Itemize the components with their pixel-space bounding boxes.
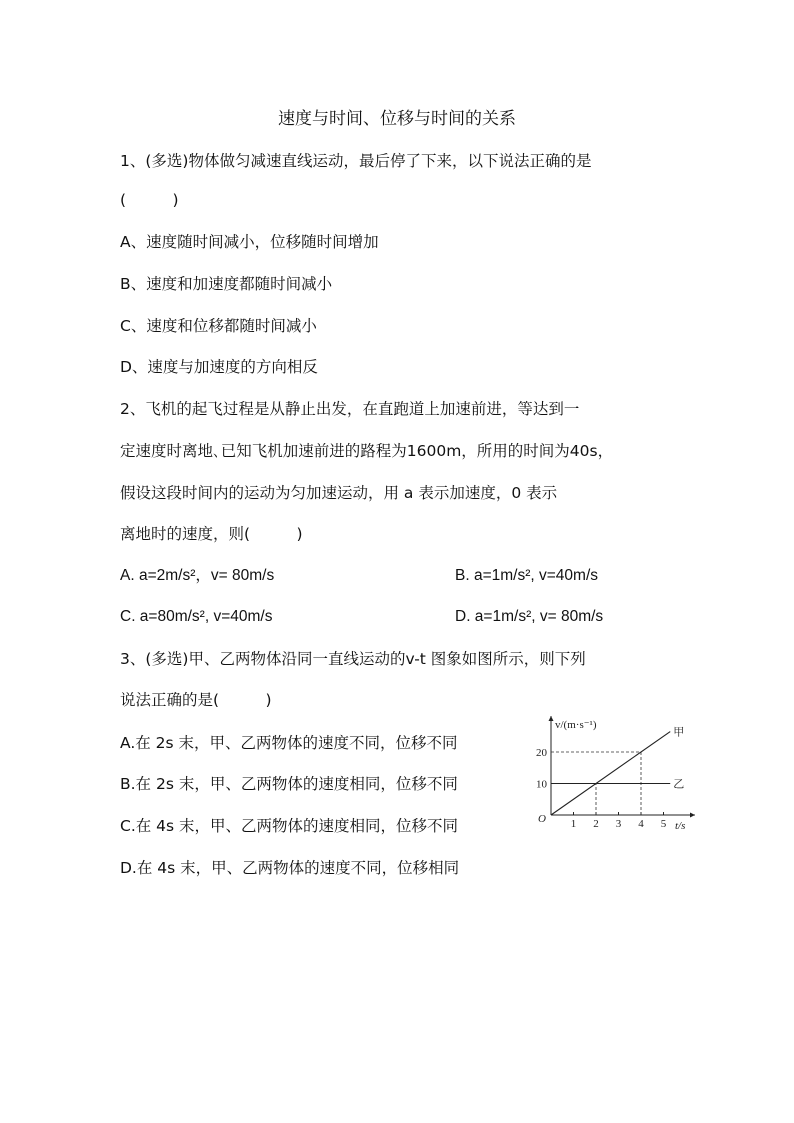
x-tick-label: 5 (660, 818, 667, 830)
q3-line-1: 3、(多选)甲、乙两物体沿同一直线运动的v-t 图象如图所示，则下列 (120, 650, 586, 668)
q1-option-b: B、速度和加速度都随时间减小 (120, 275, 333, 293)
q2-option-c: C. a=80m/s², v=40m/s (120, 608, 273, 625)
q2-option-d: D. a=1m/s², v= 80m/s (455, 608, 604, 625)
q1-blank: ( ) (120, 191, 179, 209)
y-axis-label: v/(m·s⁻¹) (555, 719, 597, 731)
q2-option-b: B. a=1m/s², v=40m/s (455, 567, 598, 584)
x-tick-label: 2 (593, 818, 599, 830)
vt-chart (530, 712, 700, 838)
q3-option-b: B.在 2s 末，甲、乙两物体的速度相同，位移不同 (120, 775, 458, 793)
q2-option-a: A. a=2m/s²，v= 80m/s (120, 567, 275, 584)
q2-line-3: 假设这段时间内的运动为匀加速运动，用 a 表示加速度，0 表示 (120, 484, 558, 502)
q3-option-a: A.在 2s 末，甲、乙两物体的速度不同，位移不同 (120, 734, 458, 752)
q2-line-4: 离地时的速度，则( ) (120, 525, 303, 543)
y-tick-label: 10 (536, 778, 547, 791)
x-tick-label: 3 (615, 818, 622, 830)
q2-line-1: 2、飞机的起飞过程是从静止出发，在直跑道上加速前进，等达到一 (120, 400, 580, 418)
series-label-jia: 甲 (673, 726, 685, 739)
x-axis-label: t/s (675, 820, 686, 832)
y-tick-label: 20 (536, 747, 547, 759)
x-tick-label: 1 (570, 818, 577, 830)
x-tick-label: 4 (638, 818, 644, 830)
q1-option-a: A、速度随时间减小，位移随时间增加 (120, 233, 379, 251)
origin-label: O (538, 813, 546, 825)
series-line-jia (551, 732, 670, 815)
q3-option-c: C.在 4s 末，甲、乙两物体的速度相同，位移不同 (120, 817, 459, 835)
x-axis-arrow (690, 813, 695, 818)
q1-option-c: C、速度和位移都随时间减小 (120, 317, 317, 335)
q1-option-d: D、速度与加速度的方向相反 (120, 358, 318, 376)
y-axis-arrow (549, 716, 554, 721)
series-label-yi: 乙 (673, 778, 685, 791)
q2-line-2: 定速度时离地､已知飞机加速前进的路程为1600m，所用的时间为40s， (120, 442, 614, 460)
q1-stem: 1、(多选)物体做匀减速直线运动，最后停了下来，以下说法正确的是 (120, 152, 592, 170)
page-title: 速度与时间、位移与时间的关系 (278, 109, 516, 129)
q3-option-d: D.在 4s 末，甲、乙两物体的速度不同，位移相同 (120, 859, 460, 877)
q3-line-2: 说法正确的是( ) (120, 691, 272, 709)
